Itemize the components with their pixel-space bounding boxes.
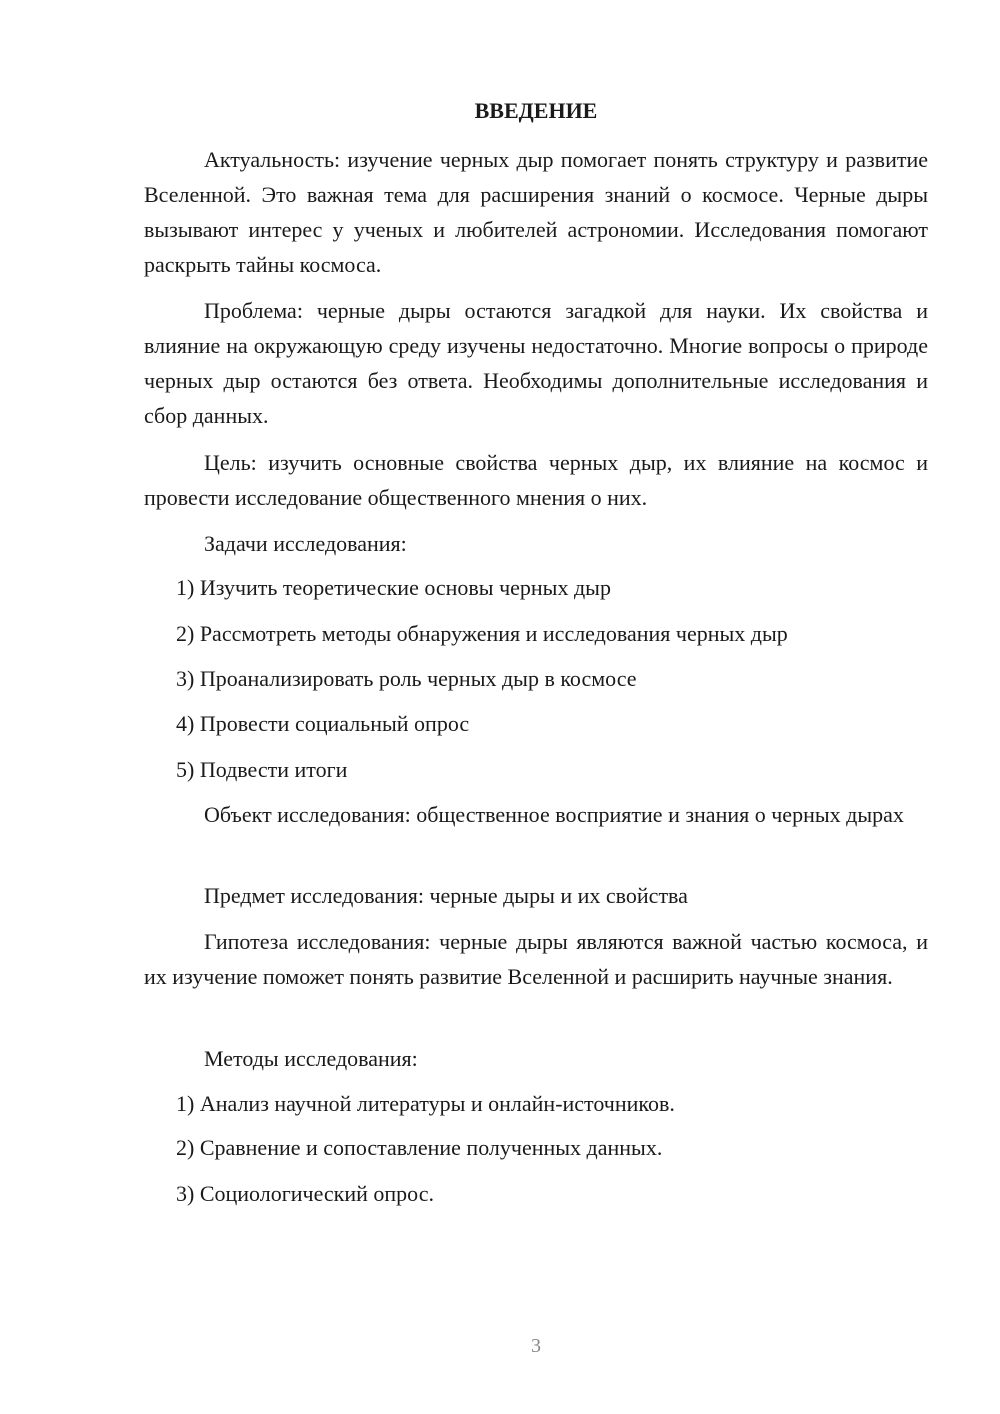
paragraph-subject: Предмет исследования: черные дыры и их свойства xyxy=(204,883,688,908)
tasks-heading: Задачи исследования: xyxy=(204,531,407,556)
paragraph-object: Объект исследования: общественное восприятие и знания о черных дырах xyxy=(204,802,904,827)
task-item: 4) Провести социальный опрос xyxy=(176,711,470,736)
paragraph-hypothesis: Гипотеза исследования: черные дыры являются важной частью космоса, и их изучение поможет понять развитие Вселенной и расширить научные знания. xyxy=(144,929,928,989)
paragraph-goal: Цель: изучить основные свойства черных дыр, их влияние на космос и провести исследование общественного мнения о них. xyxy=(144,450,928,510)
document-page xyxy=(144,0,928,1414)
task-item: 3) Проанализировать роль черных дыр в космосе xyxy=(176,666,637,691)
method-item: 3) Социологический опрос. xyxy=(176,1181,434,1206)
task-item: 1) Изучить теоретические основы черных дыр xyxy=(176,575,611,600)
page-number: 3 xyxy=(531,1335,541,1357)
page-title: ВВЕДЕНИЕ xyxy=(474,98,598,123)
method-item: 2) Сравнение и сопоставление полученных данных. xyxy=(176,1135,663,1160)
method-item: 1) Анализ научной литературы и онлайн-источников. xyxy=(176,1091,675,1116)
paragraph-problem: Проблема: черные дыры остаются загадкой для науки. Их свойства и влияние на окружающую среду изучены недостаточно. Многие вопросы о природе черных дыр остаются без ответа. Необходимы дополнительные исследования и сбор данных. xyxy=(144,298,928,428)
paragraph-relevance: Актуальность: изучение черных дыр помогает понять структуру и развитие Вселенной. Это важная тема для расширения знаний о космосе. Черные дыры вызывают интерес у ученых и любителей астрономии. Исследования помогают раскрыть тайны космоса. xyxy=(144,147,928,277)
task-item: 5) Подвести итоги xyxy=(176,757,348,782)
task-item: 2) Рассмотреть методы обнаружения и исследования черных дыр xyxy=(176,621,788,646)
methods-heading: Методы исследования: xyxy=(204,1046,418,1071)
